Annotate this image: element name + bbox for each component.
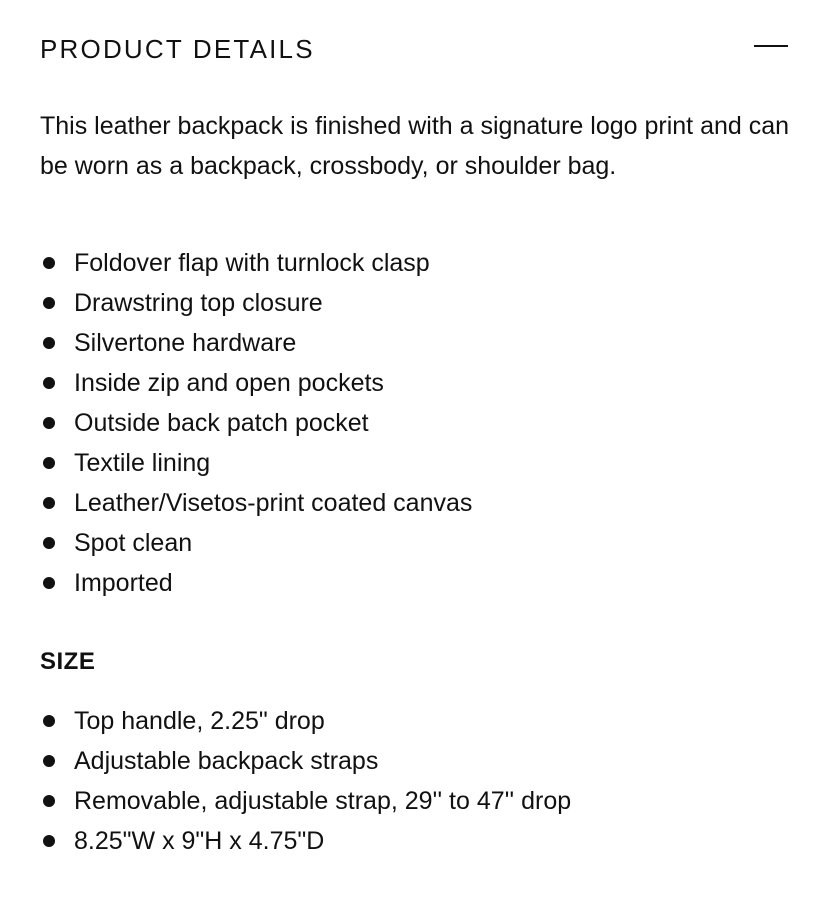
list-item xyxy=(40,701,790,741)
bullet-icon xyxy=(43,755,55,767)
list-item xyxy=(40,403,790,443)
product-description: This leather backpack is finished with a signature logo print and can be worn as a backpack, crossbody, or shoulder bag. xyxy=(40,112,790,180)
list-item xyxy=(40,781,790,821)
list-item-text: Adjustable backpack straps xyxy=(74,747,379,775)
bullet-icon xyxy=(43,537,55,549)
list-item xyxy=(40,323,790,363)
list-item-text: Spot clean xyxy=(74,529,193,557)
features-list xyxy=(40,243,790,603)
list-item xyxy=(40,523,790,563)
collapse-button[interactable] xyxy=(752,28,788,64)
list-item-text: 8.25"W x 9"H x 4.75"D xyxy=(74,827,325,855)
bullet-icon xyxy=(43,337,55,349)
list-item-text: Top handle, 2.25" drop xyxy=(74,707,325,735)
list-item-text: Leather/Visetos-print coated canvas xyxy=(74,489,473,517)
size-heading: SIZE xyxy=(40,648,96,675)
bullet-icon xyxy=(43,417,55,429)
bullet-icon xyxy=(43,835,55,847)
minus-icon xyxy=(754,45,788,47)
product-details-header[interactable] xyxy=(40,0,790,100)
list-item xyxy=(40,483,790,523)
list-item-text: Foldover flap with turnlock clasp xyxy=(74,249,430,277)
list-item-text: Outside back patch pocket xyxy=(74,409,369,437)
bullet-icon xyxy=(43,715,55,727)
size-list xyxy=(40,701,790,861)
list-item xyxy=(40,741,790,781)
list-item-text: Textile lining xyxy=(74,449,211,477)
bullet-icon xyxy=(43,457,55,469)
list-item xyxy=(40,363,790,403)
bullet-icon xyxy=(43,577,55,589)
list-item xyxy=(40,563,790,603)
list-item-text: Inside zip and open pockets xyxy=(74,369,384,397)
bullet-icon xyxy=(43,377,55,389)
product-details-panel xyxy=(40,0,790,855)
list-item-text: Silvertone hardware xyxy=(74,329,297,357)
bullet-icon xyxy=(43,297,55,309)
bullet-icon xyxy=(43,497,55,509)
section-title: PRODUCT DETAILS xyxy=(40,34,315,64)
list-item xyxy=(40,243,790,283)
list-item-text: Removable, adjustable strap, 29'' to 47'' drop xyxy=(74,787,572,815)
list-item xyxy=(40,443,790,483)
list-item-text: Drawstring top closure xyxy=(74,289,323,317)
list-item-text: Imported xyxy=(74,569,173,597)
list-item xyxy=(40,821,790,861)
bullet-icon xyxy=(43,257,55,269)
list-item xyxy=(40,283,790,323)
bullet-icon xyxy=(43,795,55,807)
